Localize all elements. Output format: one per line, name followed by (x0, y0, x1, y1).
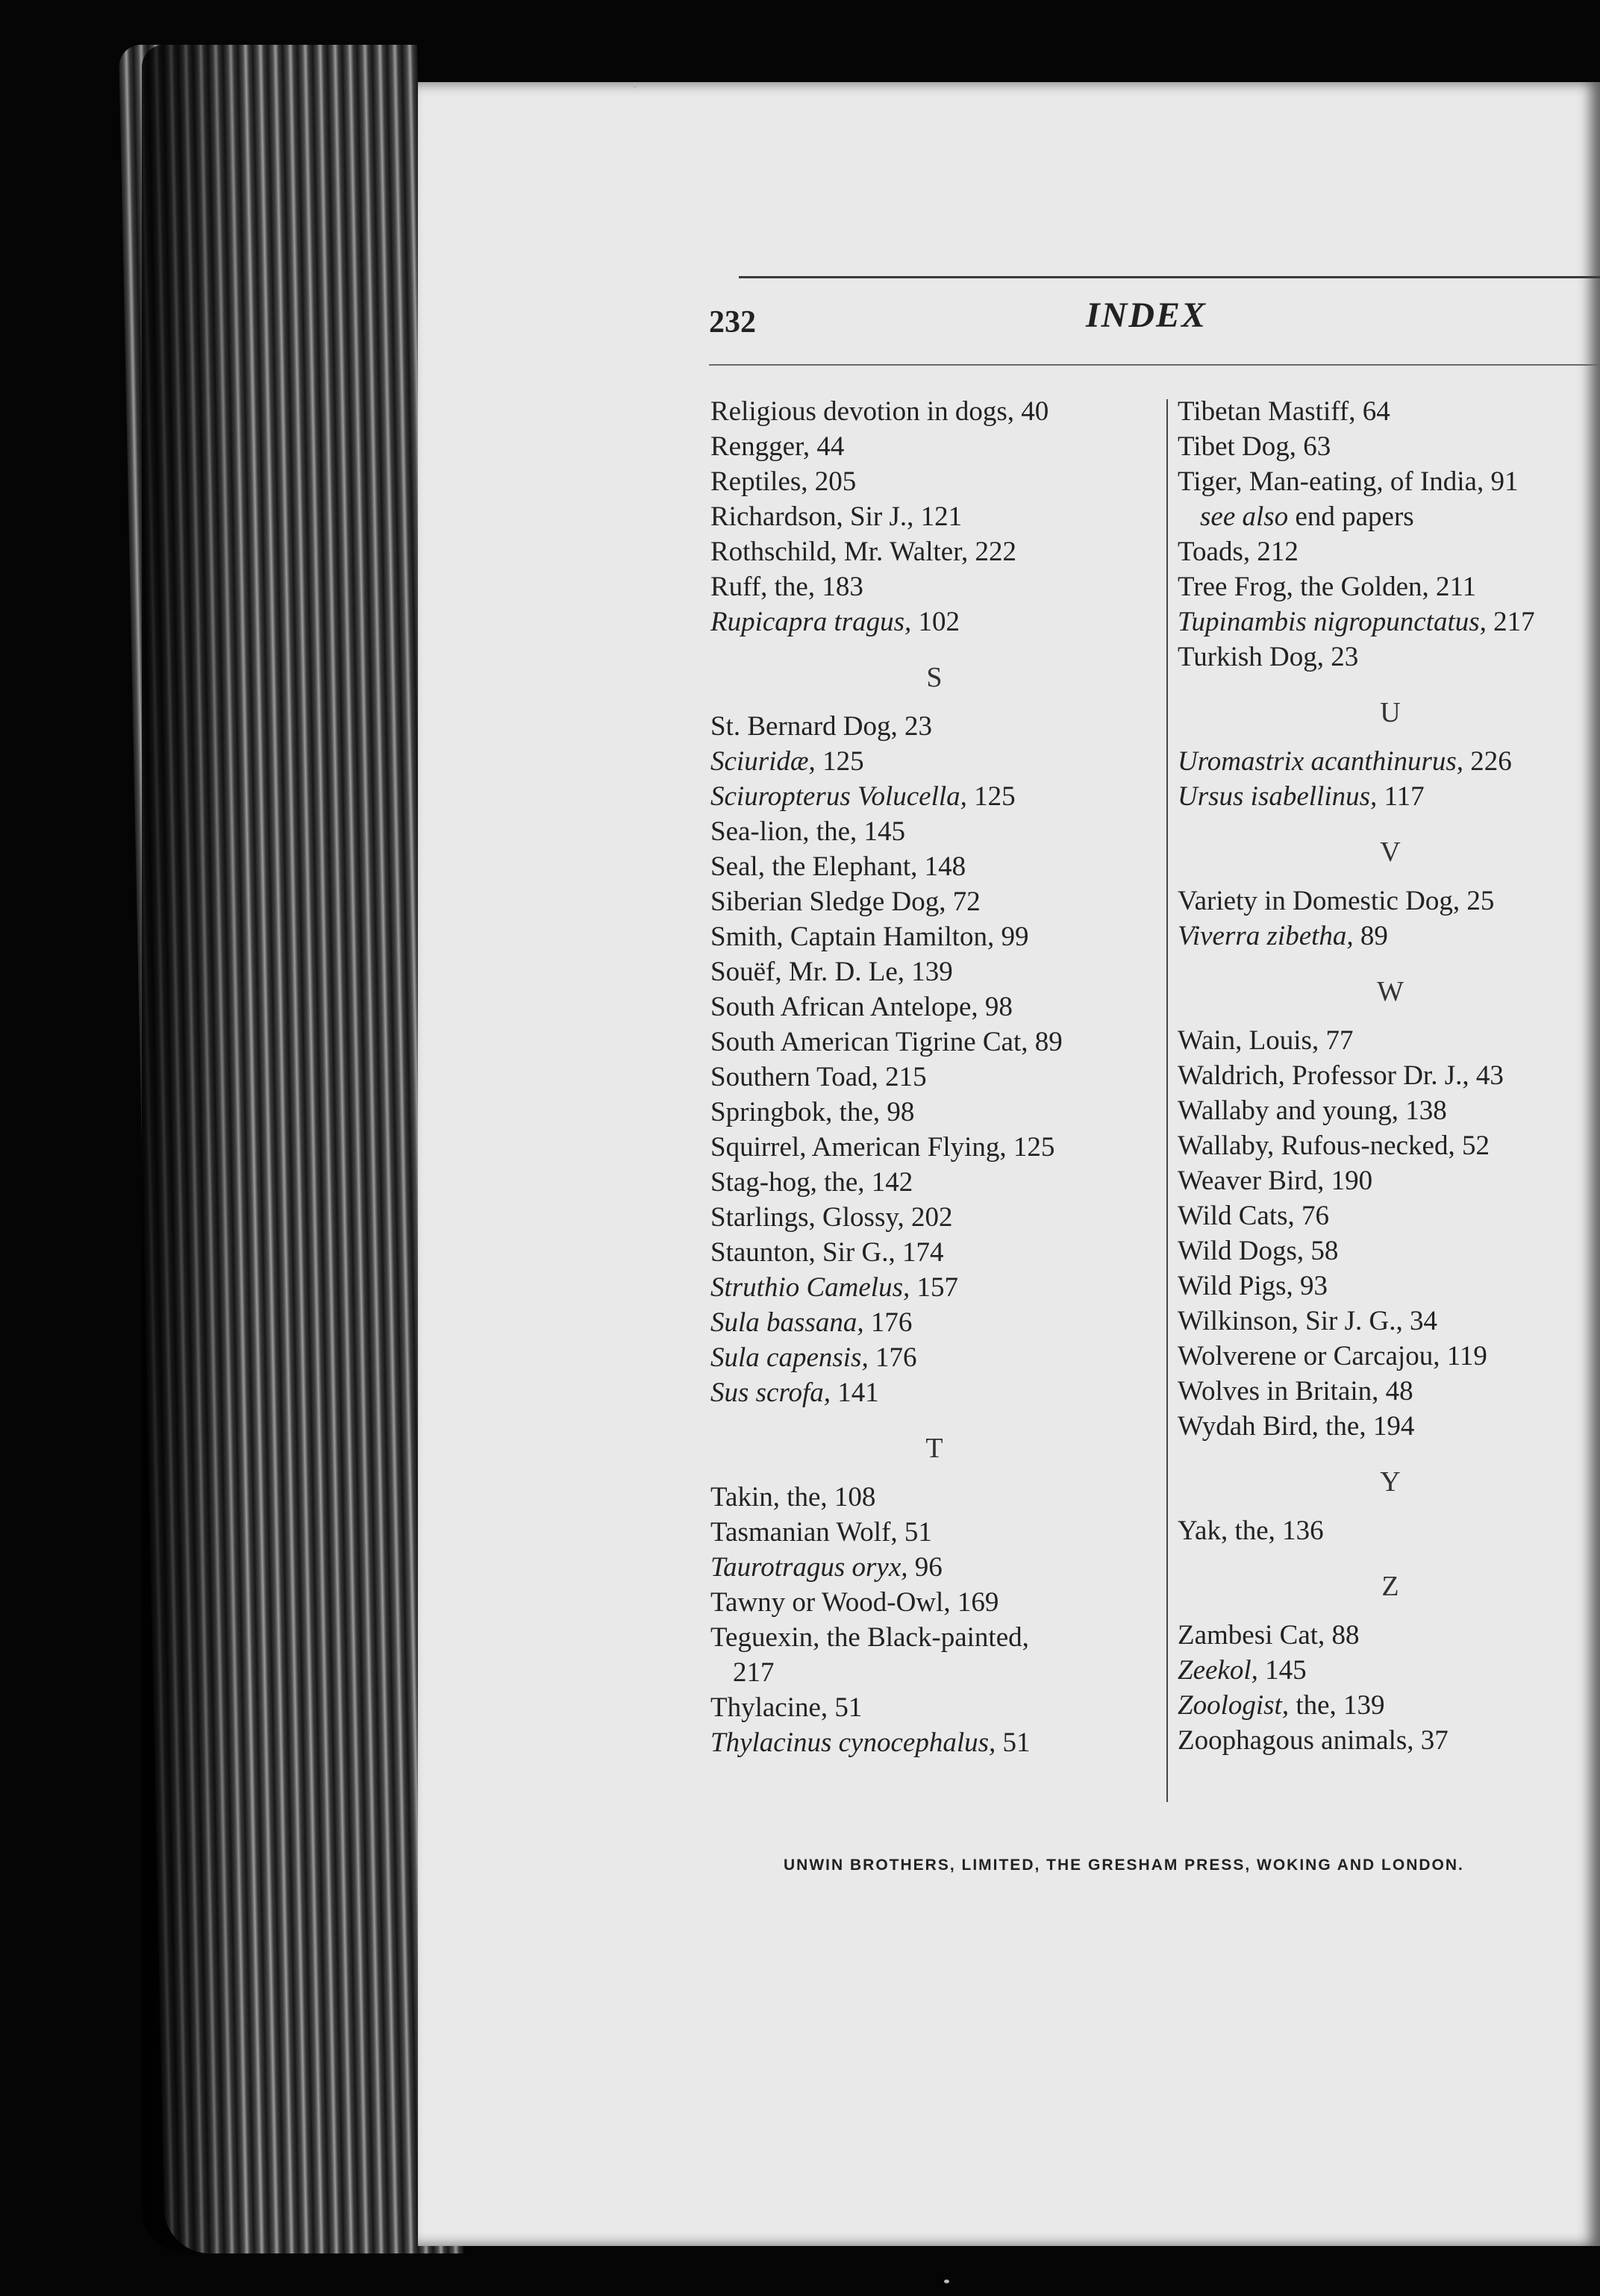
index-entry-text: Wolverene or Carcajou, 119 (1178, 1341, 1487, 1371)
index-entry-italic-term: Viverra zibetha, (1178, 921, 1354, 951)
index-entry-text: 217 (1486, 607, 1535, 637)
index-entry (1178, 1023, 1600, 1058)
index-entry (710, 1620, 1158, 1655)
index-entry-italic-term: Thylacinus cynocephalus, (710, 1727, 996, 1758)
index-entry (1178, 779, 1600, 814)
index-entry (710, 1480, 1158, 1515)
index-entry-italic-term: Ursus isabellinus, (1178, 781, 1378, 812)
index-entry-italic-term: Struthio Camelus, (710, 1272, 910, 1303)
index-entry-text: Tiger, Man-eating, of India, 91 (1178, 466, 1519, 497)
index-entry-text: St. Bernard Dog, 23 (710, 711, 932, 742)
index-entry-text: the, 139 (1289, 1690, 1385, 1721)
index-entry (710, 1340, 1158, 1375)
index-entry (1178, 1688, 1600, 1723)
header-rule-bottom (709, 364, 1600, 366)
index-entry-text: Wallaby, Rufous-necked, 52 (1178, 1130, 1490, 1161)
index-entry (710, 569, 1158, 604)
index-entry-text: 117 (1377, 781, 1425, 812)
index-entry (1178, 464, 1600, 499)
index-entry (710, 954, 1158, 989)
index-entry-text: 125 (815, 746, 864, 777)
index-entry (1178, 1409, 1600, 1444)
index-entry-text: Turkish Dog, 23 (1178, 642, 1359, 672)
index-entry-text: Variety in Domestic Dog, 25 (1178, 886, 1495, 916)
index-entry-text: Sea-lion, the, 145 (710, 816, 906, 847)
index-entry (710, 1025, 1158, 1060)
index-entry (710, 849, 1158, 884)
index-entry (1178, 1269, 1600, 1304)
index-section-letter: Z (1381, 1571, 1399, 1602)
index-entry (710, 1130, 1158, 1165)
index-entry (1178, 1374, 1600, 1409)
printer-imprint: UNWIN BROTHERS, LIMITED, THE GRESHAM PRESS, WOKING AND LONDON. (784, 1856, 1464, 1874)
index-entry-text: Wolves in Britain, 48 (1178, 1376, 1413, 1407)
page-number: 232 (709, 305, 756, 340)
index-entry (710, 1165, 1158, 1200)
index-entry-text: Reptiles, 205 (710, 466, 857, 497)
header-rule-top (739, 276, 1600, 278)
index-entry-text: Wild Dogs, 58 (1178, 1236, 1339, 1266)
index-entry-italic-term: Zoologist, (1178, 1690, 1290, 1721)
index-entry-text: Springbok, the, 98 (710, 1097, 915, 1127)
index-entry-text: Squirrel, American Flying, 125 (710, 1132, 1055, 1163)
index-entry (1178, 1513, 1600, 1548)
dust-speck (633, 84, 637, 88)
index-entry-text: Tawny or Wood-Owl, 169 (710, 1587, 999, 1618)
index-entry-text: Rothschild, Mr. Walter, 222 (710, 537, 1017, 567)
index-entry-text: 125 (966, 781, 1016, 812)
index-entry-text: 157 (910, 1272, 958, 1303)
index-entry-text: 217 (733, 1657, 775, 1688)
index-entry (1178, 1058, 1600, 1093)
index-entry (710, 989, 1158, 1025)
index-entry-text: end papers (1288, 501, 1414, 532)
index-entry-italic-term: see also (1200, 501, 1289, 532)
index-entry (1178, 1304, 1600, 1339)
index-entry (710, 1095, 1158, 1130)
index-entry (710, 814, 1158, 849)
index-entry-text: Tibetan Mastiff, 64 (1178, 396, 1390, 427)
index-entry (710, 919, 1158, 954)
index-entry-text: Takin, the, 108 (710, 1482, 876, 1513)
index-entry (1178, 1128, 1600, 1163)
index-section-letter: Y (1380, 1466, 1401, 1498)
index-entry-text: 51 (996, 1727, 1031, 1758)
index-entry (710, 1235, 1158, 1270)
index-entry (710, 1515, 1158, 1550)
index-entry (1178, 1163, 1600, 1198)
index-entry-text: Wain, Louis, 77 (1178, 1025, 1354, 1056)
index-entry-text: 141 (831, 1377, 879, 1408)
index-entry (1178, 1723, 1600, 1758)
index-entry-text: Weaver Bird, 190 (1178, 1166, 1373, 1196)
index-entry-text: Teguexin, the Black-painted, (710, 1622, 1029, 1653)
column-divider (1166, 399, 1168, 1802)
dust-speck (944, 2280, 949, 2283)
index-entry-italic-term: Sciuridæ, (710, 746, 816, 777)
index-section-letter: T (925, 1433, 943, 1464)
index-entry-text: Rengger, 44 (710, 431, 845, 462)
index-entry-continuation (710, 1655, 1158, 1690)
page-edge-shadow (142, 45, 246, 2253)
index-entry-text: Tasmanian Wolf, 51 (710, 1517, 932, 1548)
index-entry-text: Wild Cats, 76 (1178, 1201, 1330, 1231)
index-entry-text: Wallaby and young, 138 (1178, 1095, 1447, 1126)
index-entry-text: 89 (1353, 921, 1388, 951)
index-entry (710, 1550, 1158, 1585)
index-column-left (710, 394, 1158, 1760)
index-entry (710, 1725, 1158, 1760)
index-entry-text: Stag-hog, the, 142 (710, 1167, 913, 1198)
index-entry (1178, 883, 1600, 919)
index-section-letter: S (926, 662, 943, 693)
index-entry (1178, 1093, 1600, 1128)
index-entry (710, 429, 1158, 464)
index-entry (1178, 744, 1600, 779)
index-entry-text: Religious devotion in dogs, 40 (710, 396, 1049, 427)
index-entry (1178, 569, 1600, 604)
index-entry-text: Toads, 212 (1178, 537, 1299, 567)
index-entry-text: Smith, Captain Hamilton, 99 (710, 922, 1029, 952)
index-entry-text: Zambesi Cat, 88 (1178, 1620, 1360, 1651)
index-entry-italic-term: Rupicapra tragus, (710, 607, 912, 637)
index-section-letter: U (1380, 697, 1401, 728)
index-entry-text: Ruff, the, 183 (710, 572, 863, 602)
index-entry-text: Seal, the Elephant, 148 (710, 851, 966, 882)
index-entry (1178, 394, 1600, 429)
index-entry-text: 176 (863, 1307, 913, 1338)
index-entry (710, 394, 1158, 429)
index-entry-continuation (1178, 499, 1600, 534)
index-entry (710, 604, 1158, 639)
index-entry-text: Thylacine, 51 (710, 1692, 863, 1723)
index-entry (1178, 534, 1600, 569)
index-entry-text: Yak, the, 136 (1178, 1515, 1324, 1546)
index-column-right (1178, 394, 1600, 1758)
index-entry (1178, 1198, 1600, 1233)
index-entry (710, 464, 1158, 499)
index-entry-italic-term: Tupinambis nigropunctatus, (1178, 607, 1487, 637)
index-entry (710, 1690, 1158, 1725)
index-entry-italic-term: Sciuropterus Volucella, (710, 781, 967, 812)
index-entry (710, 709, 1158, 744)
index-entry (710, 1305, 1158, 1340)
index-entry-text: 176 (868, 1342, 917, 1373)
index-entry-italic-term: Zeekol, (1178, 1655, 1258, 1686)
index-entry-text: 145 (1257, 1655, 1307, 1686)
index-entry (1178, 429, 1600, 464)
index-entry (710, 1585, 1158, 1620)
index-entry (710, 1270, 1158, 1305)
index-entry (710, 534, 1158, 569)
index-entry-italic-term: Sula bassana, (710, 1307, 864, 1338)
index-section-letter: V (1380, 836, 1401, 868)
index-entry-text: Wild Pigs, 93 (1178, 1271, 1328, 1301)
index-entry (710, 884, 1158, 919)
index-entry (710, 499, 1158, 534)
index-entry-text: Tree Frog, the Golden, 211 (1178, 572, 1477, 602)
index-entry-text: Richardson, Sir J., 121 (710, 501, 963, 532)
index-entry-text: Souëf, Mr. D. Le, 139 (710, 957, 953, 987)
index-entry-italic-term: Sus scrofa, (710, 1377, 831, 1408)
index-section-letter: W (1377, 976, 1404, 1007)
index-entry-text: Wydah Bird, the, 194 (1178, 1411, 1415, 1442)
index-entry-text: Staunton, Sir G., 174 (710, 1237, 944, 1268)
index-entry-italic-term: Taurotragus oryx, (710, 1552, 908, 1583)
index-entry-text: South American Tigrine Cat, 89 (710, 1027, 1063, 1057)
index-entry-text: Tibet Dog, 63 (1178, 431, 1331, 462)
index-entry (1178, 1233, 1600, 1269)
index-entry-text: Southern Toad, 215 (710, 1062, 927, 1092)
index-entry (1178, 604, 1600, 639)
index-entry-italic-term: Uromastrix acanthinurus, (1178, 746, 1464, 777)
index-entry-text: South African Antelope, 98 (710, 992, 1013, 1022)
index-entry-text: Siberian Sledge Dog, 72 (710, 886, 981, 917)
page-title: INDEX (1086, 295, 1207, 335)
index-entry-text: 96 (907, 1552, 943, 1583)
index-entry-text: 102 (911, 607, 960, 637)
index-entry (710, 1060, 1158, 1095)
index-entry-text: Zoophagous animals, 37 (1178, 1725, 1449, 1756)
index-entry (1178, 1653, 1600, 1688)
index-entry (710, 779, 1158, 814)
index-entry-text: Wilkinson, Sir J. G., 34 (1178, 1306, 1437, 1336)
index-entry (710, 744, 1158, 779)
index-entry-text: Starlings, Glossy, 202 (710, 1202, 953, 1233)
index-entry-text: 226 (1463, 746, 1512, 777)
index-entry (1178, 1618, 1600, 1653)
index-entry (1178, 639, 1600, 675)
index-entry (710, 1200, 1158, 1235)
index-entry-text: Waldrich, Professor Dr. J., 43 (1178, 1060, 1504, 1091)
index-entry-italic-term: Sula capensis, (710, 1342, 869, 1373)
index-entry (1178, 1339, 1600, 1374)
index-entry (710, 1375, 1158, 1410)
index-entry (1178, 919, 1600, 954)
